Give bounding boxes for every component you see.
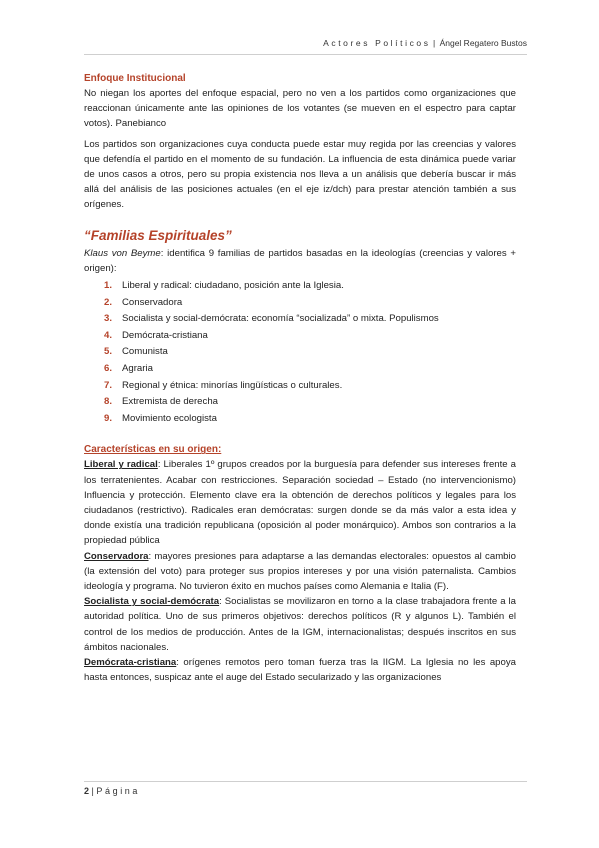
list-item <box>104 378 516 395</box>
header-divider <box>84 54 527 55</box>
list-item-text: Extremista de derecha <box>122 396 218 408</box>
list-item <box>104 278 516 295</box>
list-item <box>104 295 516 312</box>
page-footer <box>84 786 140 796</box>
entry-text: : Socialistas se movilizaron en torno a la clase trabajadora frente a la autoridad política. Uno de sus primeros objetivos: derechos políticos (R y algunos L). También el control de los medios de producción. Antes de la IGM, internacionalistas; después inscritos en sus ámbitos nacionales. <box>84 596 517 653</box>
paragraph-enfoque-2: Los partidos son organizaciones cuya conducta puede estar muy regida por las creencias y valores que defendía el partido en el momento de su fundación. La influencia de esta dinámica puede variar de unos casos a otros, pero su propia existencia nos lleva a un análisis que debería buscar ir más allá del análisis de las posiciones actuales (en el eje iz/dch) para prestar atención también a sus orígenes. <box>84 138 516 211</box>
list-item-text: Agraria <box>122 363 153 374</box>
entry-term: Socialista y social-demócrata <box>84 596 220 608</box>
footer-separator: | <box>91 786 94 796</box>
list-number: 5. <box>104 346 113 358</box>
list-item <box>104 361 516 378</box>
section-heading-enfoque: Enfoque Institucional <box>84 73 186 84</box>
entry-democrata-cristiana <box>84 655 516 685</box>
entry-liberal <box>84 457 516 548</box>
header-separator: | <box>432 38 436 48</box>
page-label: Página <box>96 786 141 796</box>
list-number: 9. <box>104 412 113 424</box>
list-number: 4. <box>104 329 113 341</box>
familias-intro <box>84 246 516 276</box>
list-number: 6. <box>104 363 113 374</box>
familias-list <box>84 278 516 427</box>
header-author: Ángel Regatero Bustos <box>439 38 527 48</box>
familias-author: Klaus von Beyme <box>84 247 161 259</box>
list-number: 8. <box>104 396 113 408</box>
entry-text: : Liberales 1º grupos creados por la burguesía para defender sus intereses frente a los terratenientes. Acabar con restricciones. Separación sociedad – Estado (no intervencionismo) Influencia y protección. Elemento clave era la obtención de derechos políticos y legales para los ciudadanos (restrictivo). Radicales eran demócratas: surgen donde se da más valor a esta idea y donde existía una tradición republicana (oposición al poder monárquico). Ambos son contrarios a la propiedad pública <box>84 459 517 547</box>
list-item-text: Comunista <box>122 346 168 358</box>
list-item-text: Movimiento ecologista <box>122 412 217 424</box>
list-item-text: Socialista y social-demócrata: economía “socializada” o mixta. Populismos <box>122 313 439 325</box>
section-heading-familias: “Familias Espirituales” <box>84 227 232 243</box>
list-item <box>104 328 516 345</box>
footer-divider <box>84 781 527 782</box>
list-item-text: Regional y étnica: minorías lingüísticas o culturales. <box>122 379 343 391</box>
familias-intro-text: : identifica 9 familias de partidos basadas en la ideologías (creencias y valores + origen): <box>84 247 516 274</box>
list-number: 2. <box>104 296 113 308</box>
page-body <box>84 72 516 685</box>
list-number: 7. <box>104 379 113 391</box>
entry-socialista <box>84 594 516 655</box>
list-item-text: Liberal y radical: ciudadano, posición ante la Iglesia. <box>122 280 344 292</box>
entry-term: Demócrata-cristiana <box>84 657 177 669</box>
list-number: 3. <box>104 313 113 325</box>
entry-term: Conservadora <box>84 550 149 562</box>
list-item-text: Conservadora <box>122 296 183 308</box>
header-title: Actores Políticos <box>323 38 431 48</box>
list-item-text: Demócrata-cristiana <box>122 329 208 341</box>
entry-term: Liberal y radical <box>84 459 158 471</box>
entry-text: : orígenes remotos pero toman fuerza tras la IIGM. La Iglesia no les apoya hasta entonces, suspicaz ante el auge del Estado secularizado y las organizaciones <box>84 657 516 684</box>
list-item <box>104 411 516 428</box>
list-item <box>104 344 516 361</box>
list-item <box>104 394 516 411</box>
list-item <box>104 311 516 328</box>
section-heading-caracteristicas: Características en su origen: <box>84 444 222 456</box>
page-header <box>323 38 527 48</box>
list-number: 1. <box>104 280 113 292</box>
paragraph-enfoque-1: No niegan los aportes del enfoque espacial, pero no ven a los partidos como organizaciones que reaccionan únicamente ante las opiniones de los votantes (se mueven en el espectro para captar votos). Panebianco <box>84 88 516 130</box>
page-number: 2 <box>84 786 90 796</box>
entry-text: : mayores presiones para adaptarse a las demandas electorales: opuestos al cambio (la extensión del voto) para proteger sus propios intereses y por una visión paternalista. Cambios ideología y programa. No tuvieron éxito en muchos países como Alemania e Italia (F). <box>84 550 516 592</box>
entry-conservadora <box>84 549 516 595</box>
